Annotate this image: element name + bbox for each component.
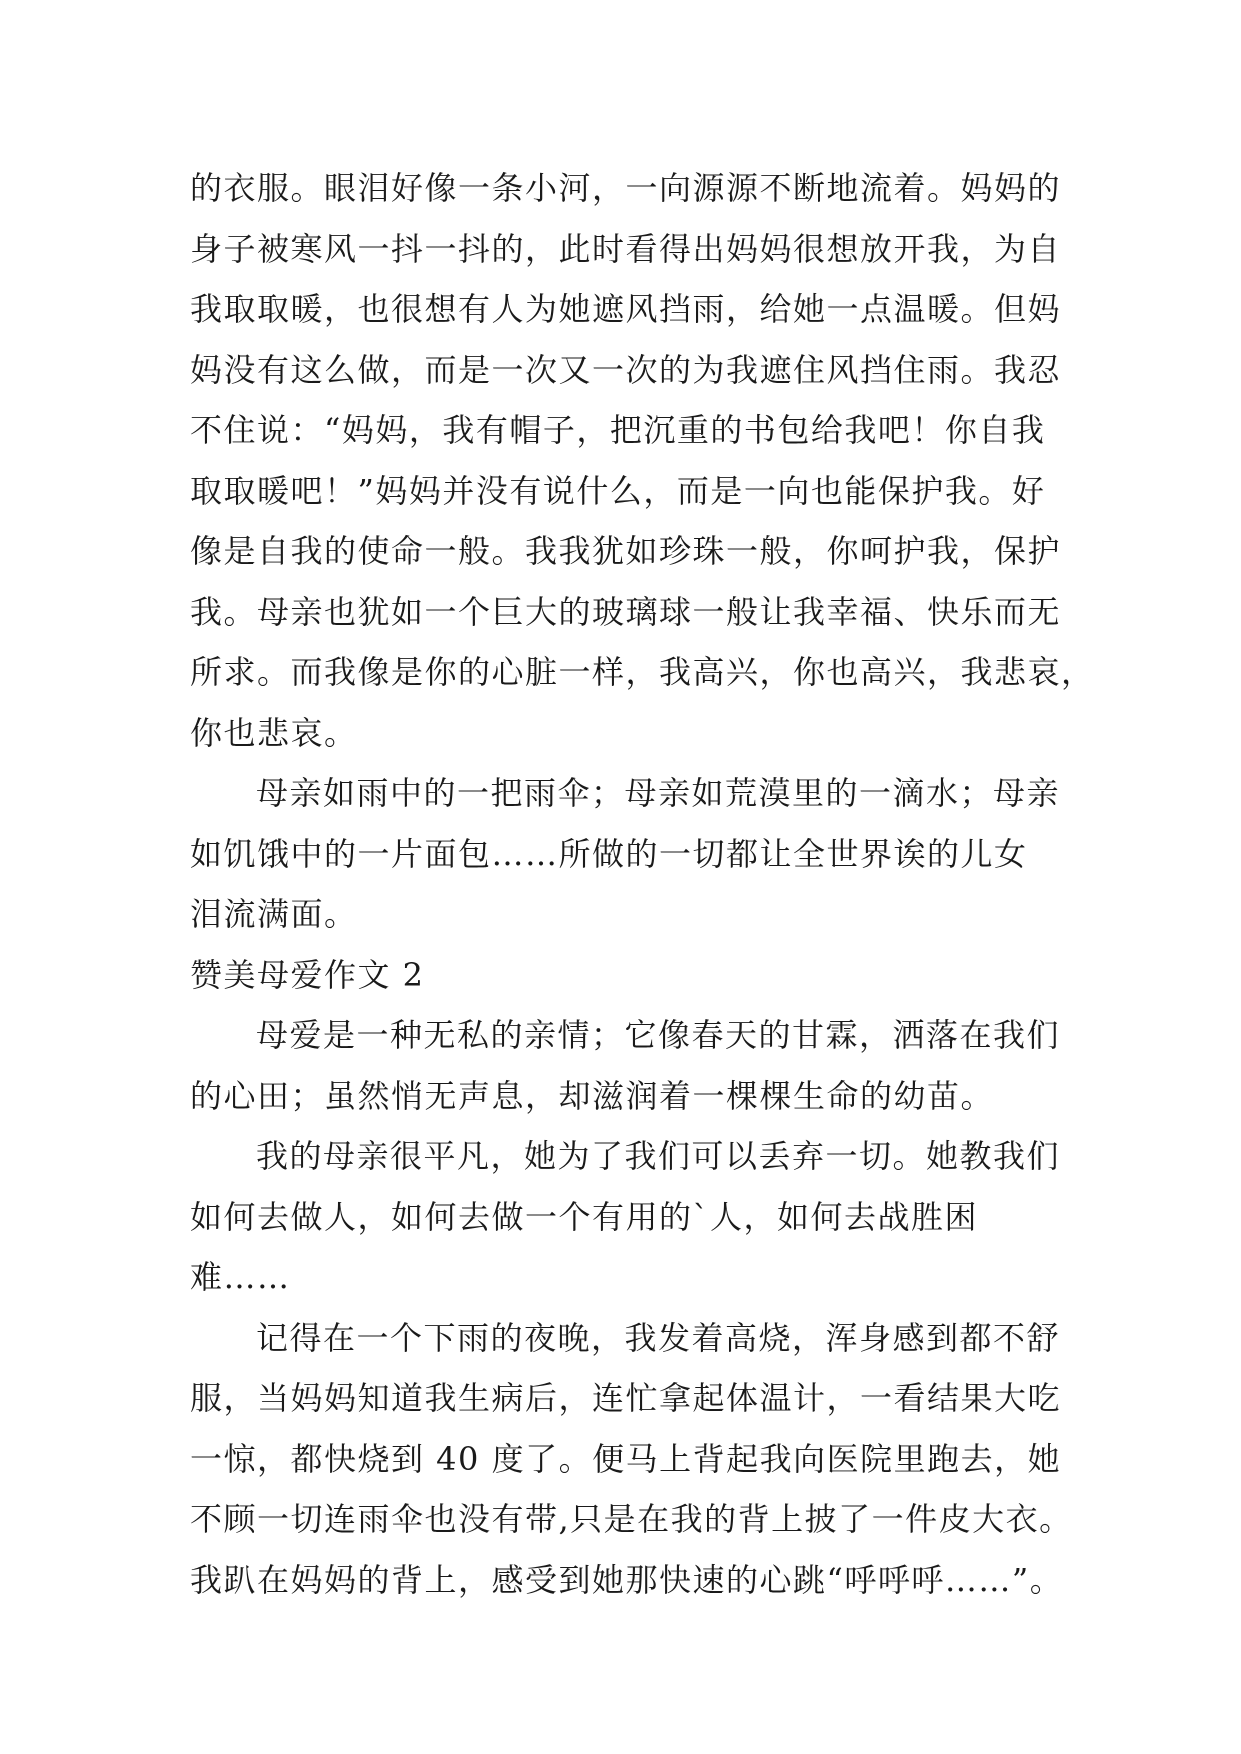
- text-line: 像是自我的使命一般。我我犹如珍珠一般，你呵护我，保护: [190, 532, 1062, 570]
- text-line: 母亲如雨中的一把雨伞；母亲如荒漠里的一滴水；母亲: [256, 774, 1061, 812]
- text-line: 我趴在妈妈的背上，感受到她那快速的心跳“呼呼呼……”。: [190, 1560, 1064, 1599]
- text-line: 你也悲哀。: [190, 713, 358, 752]
- text-line: 的衣服。眼泪好像一条小河，一向源源不断地流着。妈妈的: [190, 169, 1062, 207]
- text-line: 的心田；虽然悄无声息，却滋润着一棵棵生命的幼苗。: [190, 1076, 995, 1115]
- text-line: 服，当妈妈知道我生病后，连忙拿起体温计，一看结果大吃: [190, 1379, 1062, 1417]
- text-line: 妈没有这么做，而是一次又一次的为我遮住风挡住雨。我忍: [190, 350, 1062, 389]
- text-line: 如饥饿中的一片面包……所做的一切都让全世界诶的儿女: [190, 834, 1028, 873]
- text-line: 如何去做人，如何去做一个有用的`人，如何去战胜困: [190, 1197, 979, 1236]
- text-line: 我的母亲很平凡，她为了我们可以丢弃一切。她教我们: [256, 1137, 1061, 1175]
- text-line: 所求。而我像是你的心脏一样，我高兴，你也高兴，我悲哀，: [190, 653, 1095, 691]
- text-line: 一惊，都快烧到 40 度了。便马上背起我向医院里跑去，她: [190, 1439, 1062, 1478]
- text-line: 难……: [190, 1258, 291, 1296]
- text-line: 取取暖吧！”妈妈并没有说什么，而是一向也能保护我。好: [190, 471, 1046, 510]
- text-line: 记得在一个下雨的夜晚，我发着高烧，浑身感到都不舒: [256, 1318, 1061, 1357]
- text-line: 泪流满面。: [190, 895, 358, 933]
- document-body: [190, 158, 1095, 1610]
- text-line: 母爱是一种无私的亲情；它像春天的甘霖，洒落在我们: [256, 1016, 1061, 1054]
- text-line: 不顾一切连雨伞也没有带,只是在我的背上披了一件皮大衣。: [190, 1500, 1073, 1538]
- text-line: 赞美母爱作文 2: [190, 955, 425, 994]
- text-line: 不住说：“妈妈，我有帽子，把沉重的书包给我吧！你自我: [190, 411, 1046, 449]
- text-line: 身子被寒风一抖一抖的，此时看得出妈妈很想放开我，为自: [190, 229, 1062, 268]
- text-line: 我。母亲也犹如一个巨大的玻璃球一般让我幸福、快乐而无: [190, 592, 1062, 631]
- text-line: 我取取暖，也很想有人为她遮风挡雨，给她一点温暖。但妈: [190, 290, 1062, 328]
